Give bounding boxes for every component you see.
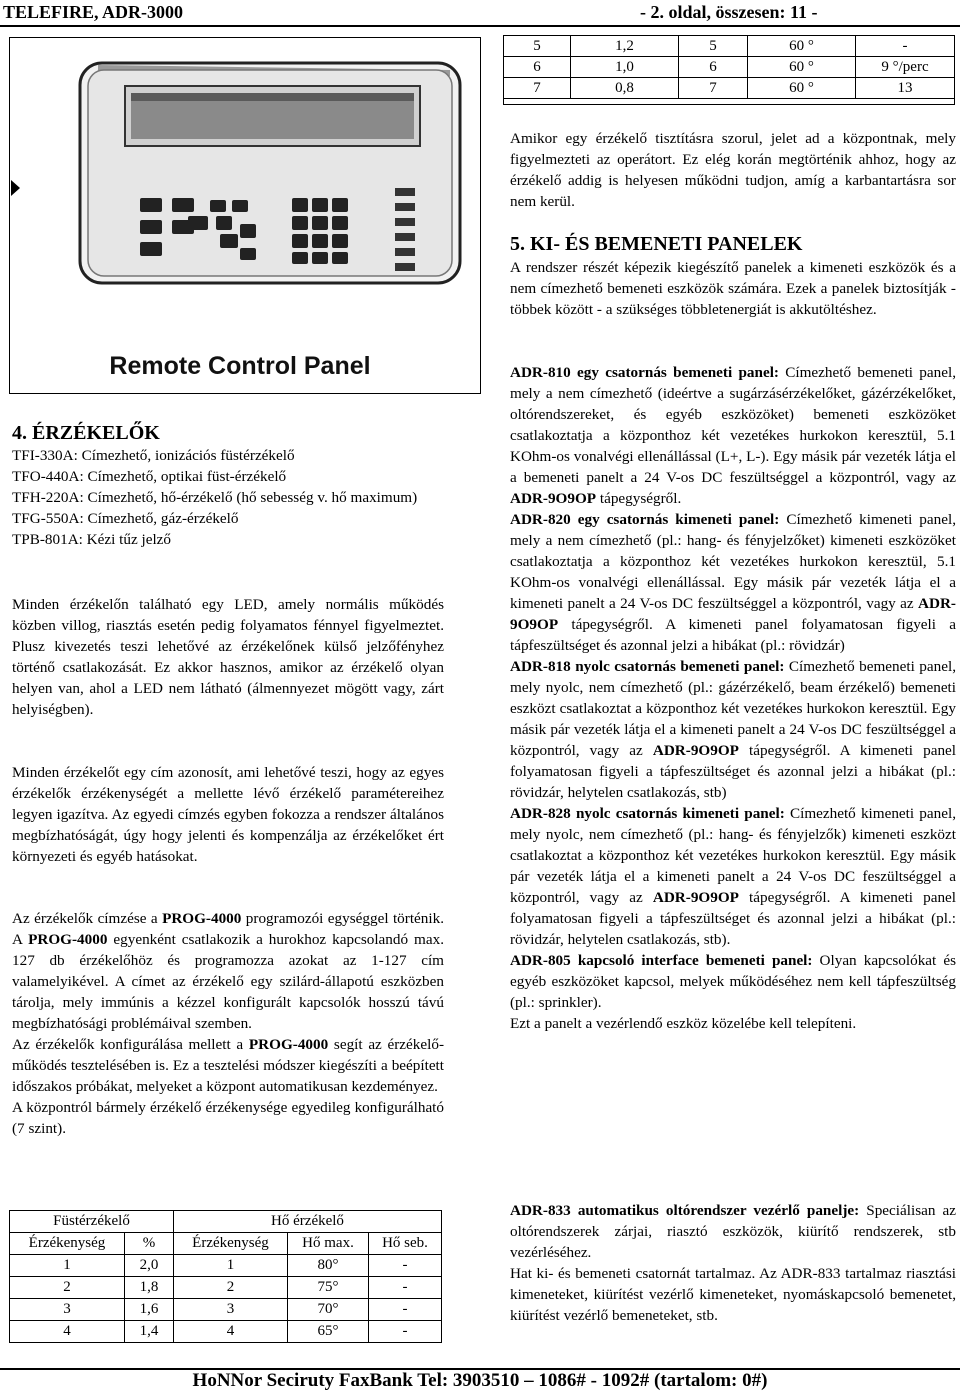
arrow-icon	[11, 180, 20, 196]
section5-paragraph: A rendszer részét képezik kiegészítő panelek a kimeneti eszközök és a nem címezhető bemeneti eszközök számára. Ezek a panelek biztosítják - többek között - a szükséges többletenergiát is akkutöltéshez.	[510, 259, 956, 318]
intro-paragraph: Amikor egy érzékelő tisztításra szorul, jelet ad a központnak, mely figyelmezteti az operátort. Ez elég korán megtörténik ahhoz, hogy az érzékelő addig is helyesen működni tudjon, amíg a karbantartásra sor nem kerül.	[510, 130, 956, 210]
adr833-block	[510, 1200, 956, 1326]
adr820-paragraph: ADR-820 egy csatornás kimeneti panel: Címezhető kimeneti panel, mely a nem címezhető (pl.: hang- és fényjelzőket) kimeneti eszközöket csatlakoztatja a központhoz két vezetékes hurkokon keresztül, 5.1 KOhm-os vonalvégi ellenállással. Egy másik pár vezeték látja el a kimeneti panelt a 24 V-os DC feszültséggel a központról, vagy az ADR-9O9OP tápegységről. A kimeneti panel folyamatosan figyeli a tápfeszültséget és azonnal jelzi a hibákat (pl.: rövidzár)	[510, 511, 956, 654]
sensor-list	[12, 445, 444, 550]
config-paragraph: Az érzékelők konfigurálása mellett a PROG-4000 segít az érzékelő-működés tesztelésében is. Ez a tesztelési módszer kiegészíti a beépített időszakos próbákat, melyeket a központ automatikusan kezdeményez.	[12, 1036, 444, 1095]
prog-paragraph: Az érzékelők címzése a PROG-4000 programozói egységgel történik. A PROG-4000 egyenként csatlakozik a hurokhoz kapcsolandó max. 127 db érzékelőhöz és programozza azokat az 1-127 cím valamelyikével. A címet az érzékelő egy szilárd-állapotú eszközben tárolja, mely immúnis a kézzel konfigurált kapcsolók hosszú távú megbízhatósági problémáival szemben.	[12, 910, 444, 1032]
sensitivity-paragraph: A központról bármely érzékelő érzékenysége egyedileg konfigurálható (7 szint).	[12, 1099, 444, 1137]
device-photo	[9, 37, 481, 394]
header-right: - 2. oldal, összesen: 11 -	[640, 2, 818, 22]
adr833-paragraph: ADR-833 automatikus oltórendszer vezérlő panelje: Speciálisan az oltórendszerek zárjai, riasztó eszközök, kiürítő rendszerek, stb vezérléséhez.	[510, 1202, 956, 1261]
table-header-group	[10, 1211, 442, 1233]
table-row: 6 1,0 6 60 ° 9 °/perc	[504, 57, 955, 78]
list-item: TPB-801A: Kézi tűz jelző	[12, 531, 172, 548]
programming-block	[12, 908, 444, 1139]
header-left: TELEFIRE, ADR-3000	[3, 2, 184, 22]
list-item: TFG-550A: Címezhető, gáz-érzékelő	[12, 510, 239, 527]
section5-title: 5. KI- ÉS BEMENETI PANELEK	[510, 233, 803, 255]
table-row: 2 1,8 2 75° -	[10, 1277, 442, 1299]
remote-control-panel-illustration	[10, 38, 480, 393]
device-caption: Remote Control Panel	[109, 352, 371, 380]
list-item: TFH-220A: Címezhető, hő-érzékelő (hő sebesség v. hő maximum)	[12, 489, 418, 506]
section4-title: 4. ÉRZÉKELŐK	[12, 422, 160, 444]
panel-descriptions	[510, 362, 956, 1034]
list-item: TFI-330A: Címezhető, ionizációs füstérzékelő	[12, 447, 295, 464]
table-row: 3 1,6 3 70° -	[10, 1299, 442, 1321]
table-row: 5 1,2 5 60 ° -	[504, 36, 955, 57]
adr818-title: ADR-818 nyolc csatornás bemeneti panel:	[510, 658, 785, 675]
footer-contact: HoNNor Seciruty FaxBank Tel: 3903510 – 1086# - 1092# (tartalom: 0#)	[192, 1370, 768, 1391]
table-row: 7 0,8 7 60 ° 13	[504, 78, 955, 99]
adr833-title: ADR-833 automatikus oltórendszer vezérlő panelje:	[510, 1202, 860, 1219]
adr833-paragraph-2: Hat ki- és bemeneti csatornát tartalmaz. Az ADR-833 tartalmaz riasztási kimeneteket, kiürítést vezérlő kimeneteket, nyomáskapcsoló bemenetet, kiürítést vezérlő bemeneteket, stb.	[510, 1265, 956, 1324]
table-row: 1 2,0 1 80° -	[10, 1255, 442, 1277]
header-rule	[0, 25, 960, 27]
group-header-smoke: Füstérzékelő	[10, 1211, 174, 1233]
sensor-address-paragraph: Minden érzékelőt egy cím azonosít, ami lehetővé teszi, hogy az egyes érzékelők érzékenységét a mellette lévő érzékelő paramétereihez legyen igazítva. Az egyedi címzés egyben fokozza a rendszer általános megbízhatóságát, úgy hogy jelenti és kompenzálja az érzékelőket ért környezeti és egyéb hatásokat.	[12, 764, 444, 865]
adr828-paragraph: ADR-828 nyolc csatornás kimeneti panel: Címezhető kimeneti panel, mely nyolc, nem címezhető (pl.: hang- és fényjelzők) kimeneti eszközt csatlakoztat a központhoz két vezetékes hurkokon keresztül. Egy másik pár vezeték látja el a kimeneti panelt a 24 V-os DC feszültséggel a központról, vagy az ADR-9O9OP tápegységről. A kimeneti panel folyamatosan figyeli a tápfeszültséget és azonnal jelzi a hibákat (pl.: rövidzár, helytelen csatlakozás, stb).	[510, 805, 957, 948]
sensor-led-paragraph: Minden érzékelőn található egy LED, amely normális működés közben villog, riasztás esetén pedig folyamatos fénnyel figyelmeztet. Plusz kivezetés teszi lehetővé az érzékelőnek külső jelzőfényhez történő csatlakozását. Ez akkor hasznos, amikor az érzékelő olyan helyen van, ahol a LED nem látható (álmennyezet mögött vagy, zárt helyiségben).	[12, 596, 444, 718]
top-table-pad	[503, 97, 955, 105]
adr805-title: ADR-805 kapcsoló interface bemeneti panel:	[510, 952, 813, 969]
adr805-extra: Ezt a panelt a vezérlendő eszköz közelébe kell telepíteni.	[510, 1015, 857, 1032]
adr820-title: ADR-820 egy csatornás kimeneti panel:	[510, 511, 780, 528]
table-header: Érzékenység % Érzékenység Hő max. Hő seb.	[10, 1233, 442, 1255]
top-table	[503, 35, 955, 99]
group-header-heat: Hő érzékelő	[174, 1211, 442, 1233]
adr828-title: ADR-828 nyolc csatornás kimeneti panel:	[510, 805, 785, 822]
adr818-paragraph: ADR-818 nyolc csatornás bemeneti panel: Címezhető bemeneti panel, mely nyolc, nem címezhető (pl.: gázérzékelő, beam érzékelő) bemeneti eszközt csatlakoztat a központhoz két vezetékes hurkokon keresztül. Egy másik pár vezeték látja el a kimeneti panelt a 24 V-os DC feszültséggel a központról, vagy az ADR-9O9OP tápegységről. A kimeneti panel folyamatosan figyeli a tápfeszültséget és azonnal jelzi a hibákat (pl.: rövidzár, helytelen csatlakozás, stb)	[510, 658, 957, 801]
table-row: 4 1,4 4 65° -	[10, 1321, 442, 1343]
sensitivity-table	[9, 1210, 442, 1343]
adr805-paragraph: ADR-805 kapcsoló interface bemeneti panel: Olyan kapcsolókat és egyéb eszközöket kapcsol, melyek működéséhez nem kell tápfeszültség (pl.: sprinkler).	[510, 952, 956, 1011]
adr810-title: ADR-810 egy csatornás bemeneti panel:	[510, 364, 779, 381]
adr810-paragraph: ADR-810 egy csatornás bemeneti panel: Címezhető bemeneti panel, mely a nem címezhető (ideértve a sugárzásérzékelőket, gázérzékelőket, oltórendszereket, és egyéb eszközöket) bemeneti eszközöket csatlakoztatja a központhoz két vezetékes hurkokon keresztül, 5.1 KOhm-os vonalvégi ellenállással (L+, L-). Egy másik pár vezeték látja el a bemeneti panelt a 24 V-os DC feszültséggel a központról, vagy az ADR-9O9OP tápegységről.	[510, 364, 956, 507]
list-item: TFO-440A: Címezhető, optikai füst-érzékelő	[12, 468, 287, 485]
